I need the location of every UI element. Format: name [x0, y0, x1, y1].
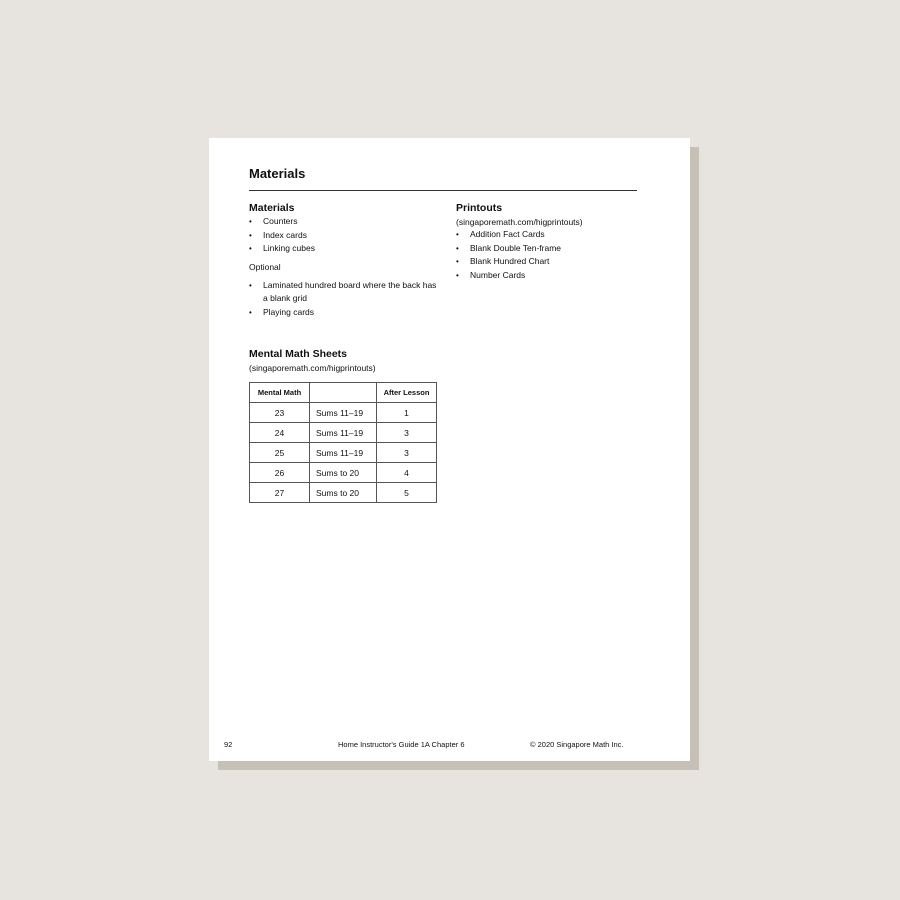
list-item: • Index cards: [249, 229, 439, 243]
table-row: [250, 423, 437, 443]
table-cell: Sums 11–19: [310, 403, 377, 423]
table-cell: 4: [377, 463, 437, 483]
table-cell: 3: [377, 423, 437, 443]
list-item: • Playing cards: [249, 306, 439, 320]
document-page: [209, 138, 690, 761]
printouts-heading: Printouts: [456, 202, 503, 214]
printouts-url: (singaporemath.com/higprintouts): [456, 217, 583, 227]
materials-heading: Materials: [249, 202, 295, 214]
table-row: [250, 463, 437, 483]
table-row: [250, 483, 437, 503]
list-item: • Linking cubes: [249, 242, 439, 256]
mental-math-table: [249, 382, 437, 503]
page-title: Materials: [249, 166, 306, 181]
title-divider: [249, 190, 637, 191]
mental-math-url: (singaporemath.com/higprintouts): [249, 363, 376, 373]
table-row: [250, 403, 437, 423]
list-item: • Counters: [249, 215, 439, 229]
table-header-row: [250, 383, 437, 403]
table-cell: Sums 11–19: [310, 443, 377, 463]
table-cell: Sums to 20: [310, 463, 377, 483]
footer-page-number: 92: [224, 740, 233, 749]
table-cell: 25: [250, 443, 310, 463]
footer-copyright: © 2020 Singapore Math Inc.: [530, 740, 624, 749]
printouts-list: [456, 228, 646, 282]
column-header: Mental Math: [250, 383, 310, 403]
list-item: • Addition Fact Cards: [456, 228, 646, 242]
table-row: [250, 443, 437, 463]
table-cell: 1: [377, 403, 437, 423]
footer-guide-title: Home Instructor's Guide 1A Chapter 6: [338, 740, 465, 749]
optional-materials-list: [249, 279, 439, 320]
table-cell: 24: [250, 423, 310, 443]
table-cell: Sums to 20: [310, 483, 377, 503]
table-cell: 27: [250, 483, 310, 503]
materials-list: [249, 215, 439, 256]
table-cell: 5: [377, 483, 437, 503]
mental-math-section: [249, 348, 449, 503]
column-header: After Lesson: [377, 383, 437, 403]
optional-label: Optional: [249, 261, 281, 272]
materials-section: [249, 202, 439, 319]
list-item: • Laminated hundred board where the back has a blank grid: [249, 279, 439, 306]
table-cell: 3: [377, 443, 437, 463]
mental-math-heading: Mental Math Sheets: [249, 348, 348, 360]
table-cell: 26: [250, 463, 310, 483]
table-cell: 23: [250, 403, 310, 423]
table-cell: Sums 11–19: [310, 423, 377, 443]
list-item: • Blank Hundred Chart: [456, 255, 646, 269]
list-item: • Number Cards: [456, 269, 646, 283]
list-item: • Blank Double Ten-frame: [456, 242, 646, 256]
column-header: [310, 383, 377, 403]
printouts-section: [456, 202, 646, 282]
